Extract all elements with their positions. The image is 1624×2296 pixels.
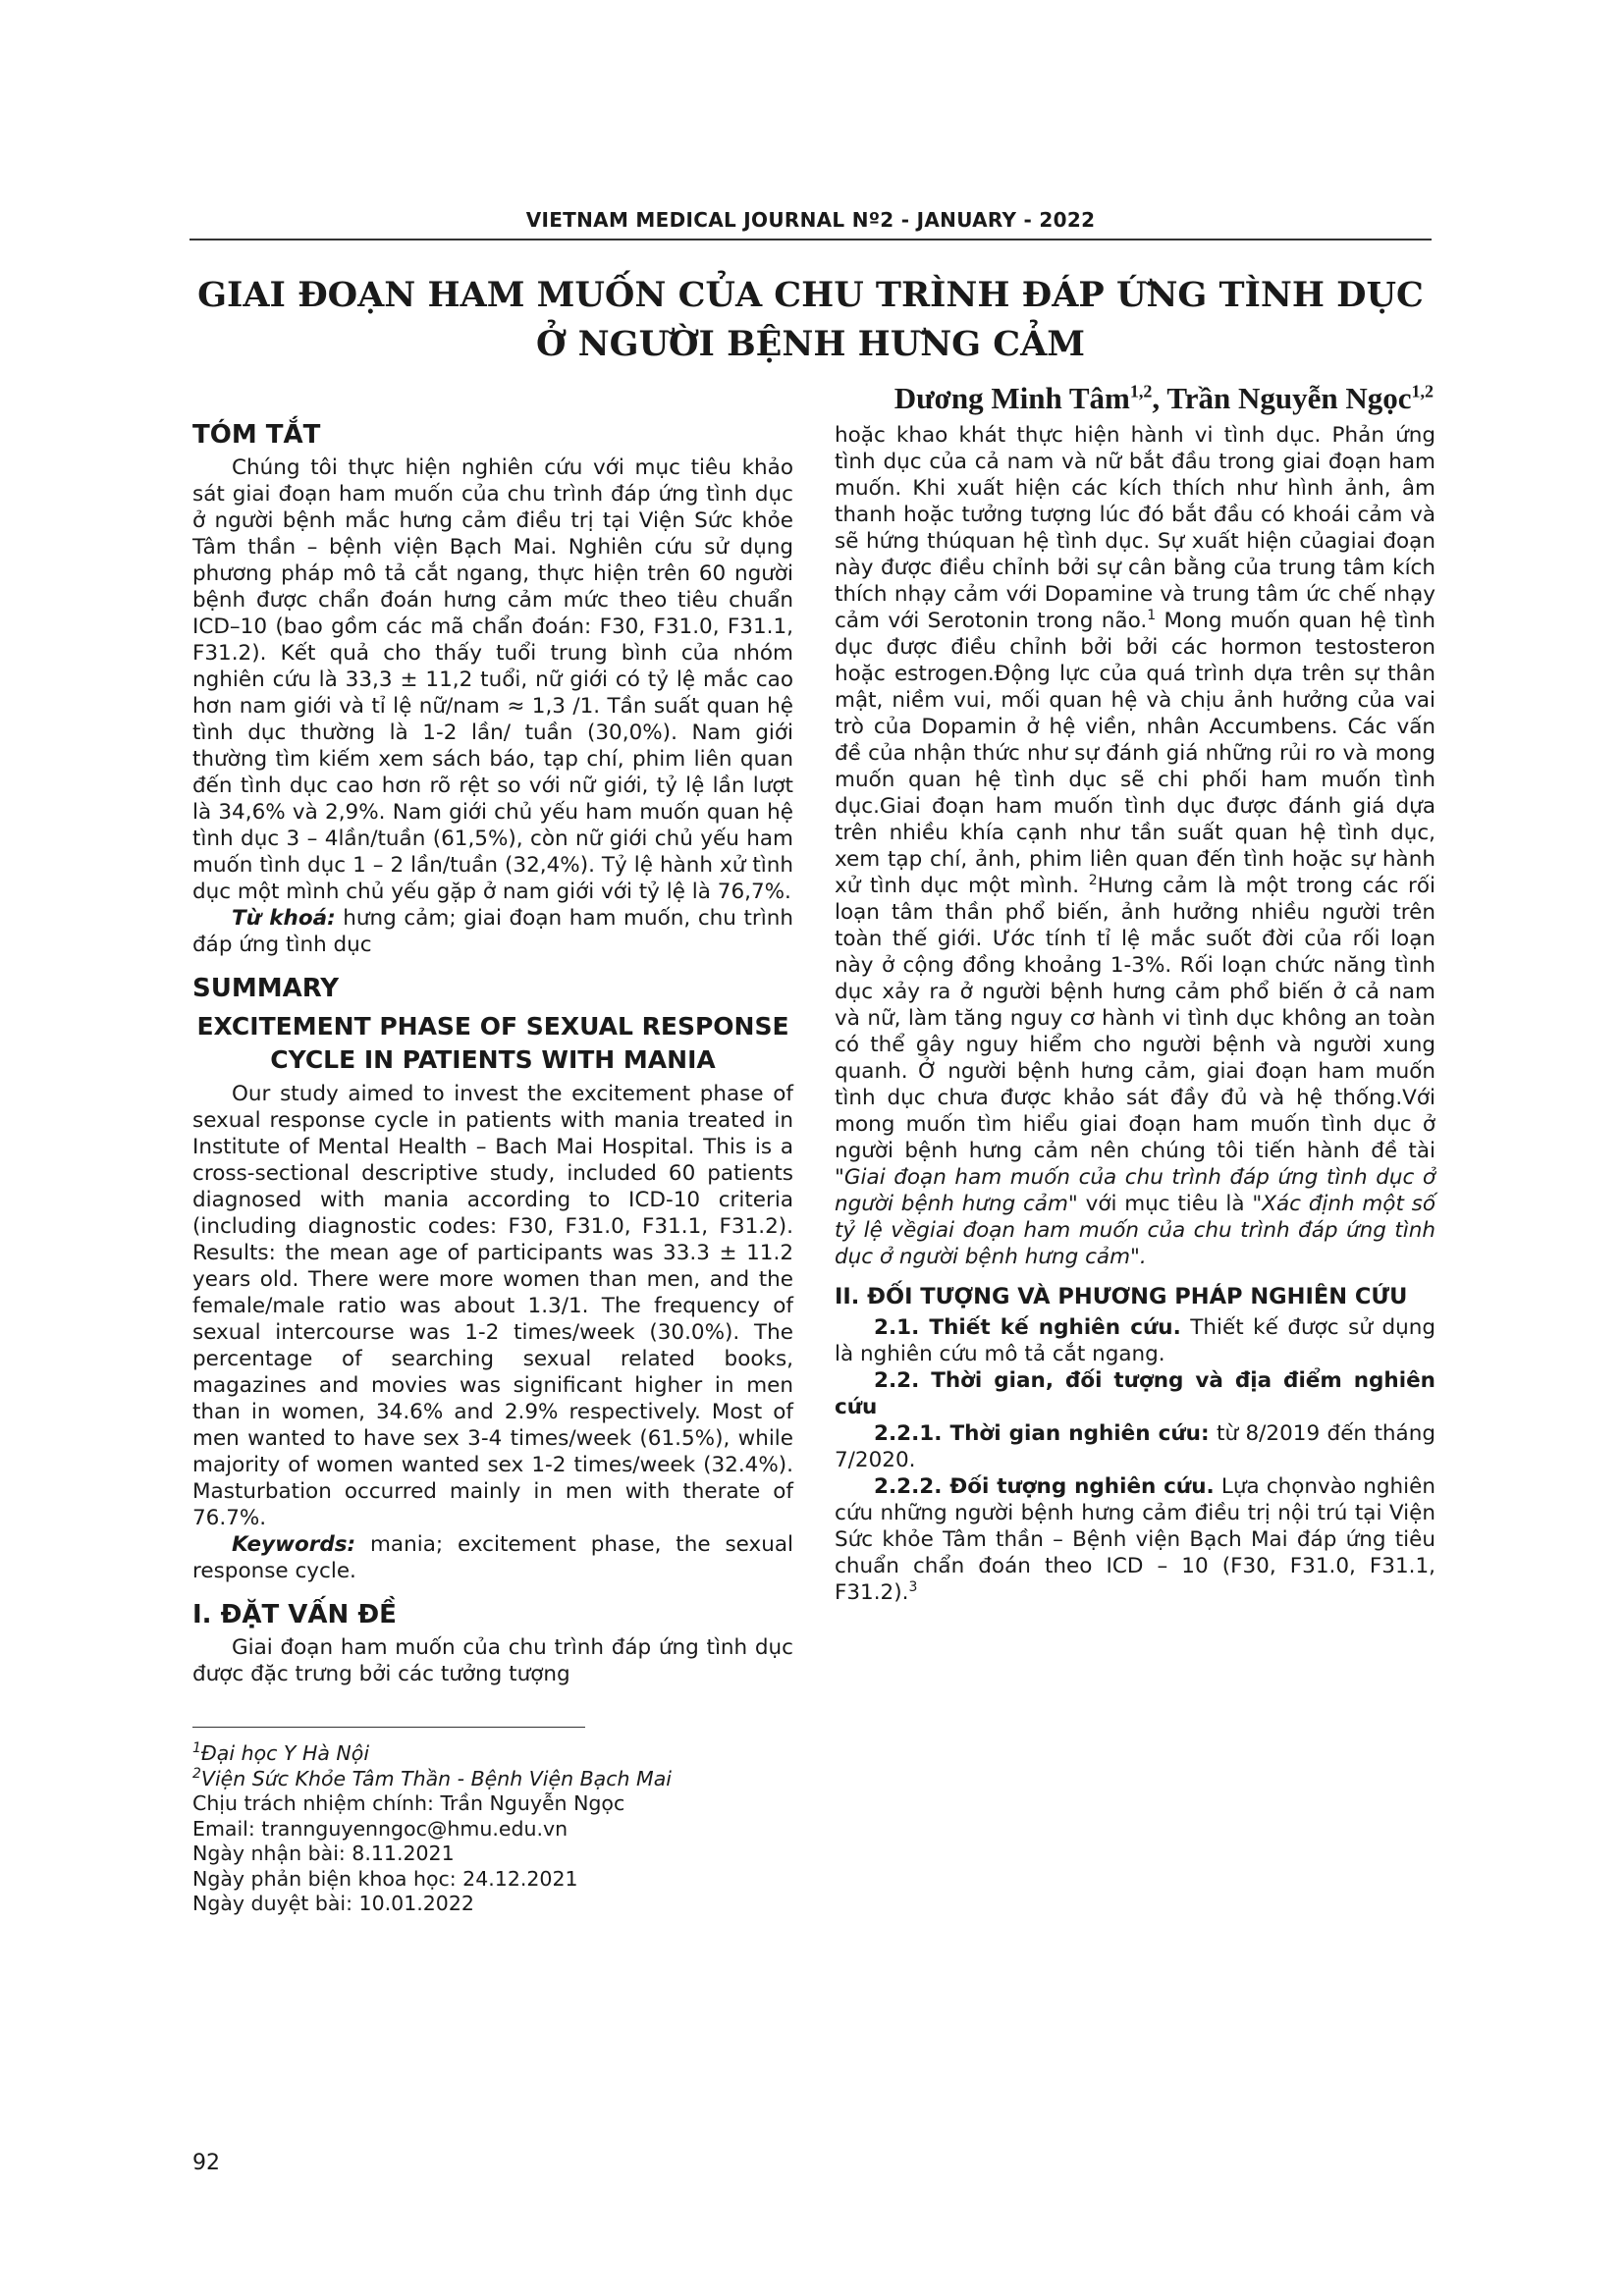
section-2-1-text: Thiết kế được sử dụng là nghiên cứu mô tả cắt ngang. bbox=[835, 1315, 1435, 1366]
author-2: Trần Nguyễn Ngọc bbox=[1166, 381, 1412, 415]
section-2-1 bbox=[835, 1314, 1435, 1367]
title-line-1: GIAI ĐOẠN HAM MUỐN CỦA CHU TRÌNH ĐÁP ỨNG TÌNH DỤC bbox=[197, 275, 1424, 315]
footnote-2 bbox=[192, 1767, 793, 1792]
summary-keywords-label: Keywords: bbox=[232, 1532, 356, 1557]
reference-3-marker: 3 bbox=[908, 1578, 918, 1595]
section-2-2-2-label: 2.2.2. Đối tượng nghiên cứu. bbox=[874, 1474, 1215, 1499]
section-2-2-1 bbox=[835, 1420, 1435, 1473]
footnote-2-marker: 2 bbox=[192, 1765, 201, 1782]
section-2-2-1-label: 2.2.1. Thời gian nghiên cứu: bbox=[874, 1421, 1210, 1446]
section-2-2-2 bbox=[835, 1473, 1435, 1606]
reference-1-marker: 1 bbox=[1147, 607, 1157, 623]
summary-title bbox=[192, 1010, 793, 1077]
summary-title-line-2: CYCLE IN PATIENTS WITH MANIA bbox=[270, 1045, 716, 1074]
left-column bbox=[192, 422, 793, 1917]
section-1-heading: I. ĐẶT VẤN ĐỀ bbox=[192, 1600, 397, 1629]
section-1-intro: Giai đoạn ham muốn của chu trình đáp ứng tình dục được đặc trưng bởi các tưởng tượng bbox=[192, 1635, 793, 1686]
article-title bbox=[189, 271, 1432, 369]
summary-title-line-1: EXCITEMENT PHASE OF SEXUAL RESPONSE bbox=[196, 1012, 789, 1041]
section-2-1-label: 2.1. Thiết kế nghiên cứu. bbox=[874, 1315, 1181, 1340]
abstract-heading: TÓM TẮT bbox=[192, 420, 321, 450]
section-2-2-2-text: Lựa chọnvào nghiên cứu những người bệnh hưng cảm điều trị nội trú tại Viện Sức khỏe Tâm thần – Bệnh viện Bạch Mai đáp ứng tiêu chuẩn chẩn đoán theo ICD – 10 (F30, F31.0, F31.1, F31.2). bbox=[835, 1474, 1436, 1605]
footnote-email: Email: trannguyenngoc@hmu.edu.vn bbox=[192, 1816, 568, 1841]
journal-header: VIETNAM MEDICAL JOURNAL Nº2 - JANUARY - 2022 bbox=[525, 208, 1096, 232]
section-1-text-a: hoặc khao khát thực hiện hành vi tình dục. Phản ứng tình dục của cả nam và nữ bắt đầu trong giai đoạn ham muốn. Khi xuất hiện các kích thích như hình ảnh, âm thanh hoặc tưởng tượng lúc đó bắt đầu có khoái cảm và sẽ hứng thúquan hệ tình dục. Sự xuất hiện củagiai đoạn này được điều chỉnh bởi sự cân bằng của trung tâm kích thích nhạy cảm với Dopamine và trung tâm ức chế nhạy cảm với Serotonin trong não. bbox=[835, 423, 1435, 633]
footnote-2-text: Viện Sức Khỏe Tâm Thần - Bệnh Viện Bạch Mai bbox=[200, 1766, 672, 1790]
author-1-affiliation: 1,2 bbox=[1129, 381, 1153, 401]
footnote-1-text: Đại học Y Hà Nội bbox=[200, 1741, 370, 1765]
keywords-text: hưng cảm; giai đoạn ham muốn, chu trình đáp ứng tình dục bbox=[192, 906, 793, 957]
footnote-received: Ngày nhận bài: 8.11.2021 bbox=[192, 1842, 455, 1865]
author-separator: , bbox=[1152, 381, 1167, 415]
study-objective: "Xác định một số tỷ lệ vềgiai đoạn ham muốn của chu trình đáp ứng tình dục ở người bệnh hưng cảm". bbox=[835, 1192, 1436, 1269]
abstract-keywords bbox=[192, 905, 793, 958]
section-2-heading: II. ĐỐI TƯỢNG VÀ PHƯƠNG PHÁP NGHIÊN CỨU bbox=[835, 1284, 1408, 1309]
section-1-text-c: Hưng cảm là một trong các rối loạn tâm thần phổ biến, ảnh hưởng nhiều người trên toàn thế giới. Ước tính tỉ lệ mắc suốt đời của rối loạn này ở cộng đồng khoảng 1-3%. Rối loạn chức năng tình dục xảy ra ở người bệnh hưng cảm phổ biến ở cả nam và nữ, làm tăng nguy cơ hành vi tình dục không an toàn có thể gây nguy hiểm cho người bệnh và người xung quanh. Ở người bệnh hưng cảm, giai đoạn ham muốn tình dục chưa được khảo sát đầy đủ và hệ thống.Với mong muốn tìm hiểu giai đoạn ham muốn tình dục ở người bệnh hưng cảm nên chúng tôi tiến hành đề tài bbox=[835, 874, 1435, 1163]
section-2-2-1-text: từ 8/2019 đến tháng 7/2020. bbox=[835, 1421, 1435, 1472]
footnote-responsible: Chịu trách nhiệm chính: Trần Nguyễn Ngọc bbox=[192, 1791, 625, 1815]
summary-keywords bbox=[192, 1531, 793, 1584]
right-column bbox=[835, 422, 1435, 1606]
footnote-1 bbox=[192, 1741, 793, 1767]
abstract-body: Chúng tôi thực hiện nghiên cứu với mục tiêu khảo sát giai đoạn ham muốn của chu trình đáp ứng tình dục ở người bệnh mắc hưng cảm điều trị tại Viện Sức khỏe Tâm thần – bệnh viện Bạch Mai. Nghiên cứu sử dụng phương pháp mô tả cắt ngang, thực hiện trên 60 người bệnh được chẩn đoán hưng cảm mức theo tiêu chuẩn ICD–10 (bao gồm các mã chẩn đoán: F30, F31.0, F31.1, F31.2). Kết quả cho thấy tuổi trung bình của nhóm nghiên cứu là 33,3 ± 11,2 tuổi, nữ giới có tỷ lệ mắc cao hơn nam giới và tỉ lệ nữ/nam ≈ 1,3 /1. Tần suất quan hệ tình dục thường là 1-2 lần/ tuần (30,0%). Nam giới thường tìm kiếm xem sách báo, tạp chí, phim liên quan đến tình dục cao hơn rõ rệt so với nữ giới, tỷ lệ lần lượt là 34,6% và 2,9%. Nam giới chủ yếu ham muốn quan hệ tình dục 3 – 4lần/tuần (61,5%), còn nữ giới chủ yếu ham muốn tình dục 1 – 2 lần/tuần (32,4%). Tỷ lệ hành xử tình dục một mình chủ yếu gặp ở nam giới với tỷ lệ là 76,7%. bbox=[192, 455, 793, 904]
header-rule bbox=[189, 239, 1432, 240]
summary-heading: SUMMARY bbox=[192, 974, 340, 1003]
section-2-2-heading: 2.2. Thời gian, đối tượng và địa điểm nghiên cứu bbox=[835, 1368, 1435, 1419]
title-line-2: Ở NGƯỜI BỆNH HƯNG CẢM bbox=[535, 324, 1086, 364]
section-1-continued bbox=[835, 422, 1435, 1270]
authors bbox=[687, 381, 1434, 416]
section-1-text-b: Mong muốn quan hệ tình dục được điều chỉnh bởi bởi các hormon testosteron hoặc estrogen.Động lực của quá trình dựa trên sự thân mật, niềm vui, mối quan hệ và chịu ảnh hưởng của vai trò của Dopamin ở hệ viền, nhân Accumbens. Các vấn đề của nhận thức như sự đánh giá những rủi ro và mong muốn quan hệ tình dục sẽ chi phối ham muốn tình dục.Giai đoạn ham muốn tình dục được đánh giá dựa trên nhiều khía cạnh như tần suất quan hệ tình dục, xem tạp chí, ảnh, phim liên quan đến tình hoặc sự hành xử tình dục một mình. bbox=[835, 609, 1435, 898]
section-1-text-d: với mục tiêu là bbox=[1077, 1192, 1253, 1216]
footnote-reviewed: Ngày phản biện khoa học: 24.12.2021 bbox=[192, 1866, 578, 1891]
reference-2-marker: 2 bbox=[1088, 872, 1098, 888]
page-number: 92 bbox=[192, 2151, 220, 2175]
summary-keywords-text: mania; excitement phase, the sexual response cycle. bbox=[192, 1532, 793, 1583]
study-topic: "Giai đoạn ham muốn của chu trình đáp ứng tình dục ở người bệnh hưng cảm" bbox=[835, 1165, 1435, 1216]
summary-body: Our study aimed to invest the excitement phase of sexual response cycle in patients with mania treated in Institute of Mental Health – Bach Mai Hospital. This is a cross-sectional descriptive study, included 60 patients diagnosed with mania according to ICD-10 criteria (including diagnostic codes: F30, F31.0, F31.1, F31.2). Results: the mean age of participants was 33.3 ± 11.2 years old. There were more women than men, and the female/male ratio was about 1.3/1. The frequency of sexual intercourse was 1-2 times/week (30.0%). The percentage of searching sexual related books, magazines and movies was significant higher in men than in women, 34.6% and 2.9% respectively. Most of men wanted to have sex 3-4 times/week (61.5%), while majority of women wanted sex 1-2 times/week (32.4%). Masturbation occurred mainly in men with therate of 76.7%. bbox=[192, 1082, 793, 1530]
keywords-label: Từ khoá: bbox=[232, 906, 336, 931]
author-1: Dương Minh Tâm bbox=[893, 381, 1130, 415]
footnote-accepted: Ngày duyệt bài: 10.01.2022 bbox=[192, 1892, 474, 1915]
footnote-rule bbox=[192, 1727, 585, 1728]
author-2-affiliation: 1,2 bbox=[1411, 381, 1434, 401]
footnote-1-marker: 1 bbox=[192, 1740, 201, 1757]
